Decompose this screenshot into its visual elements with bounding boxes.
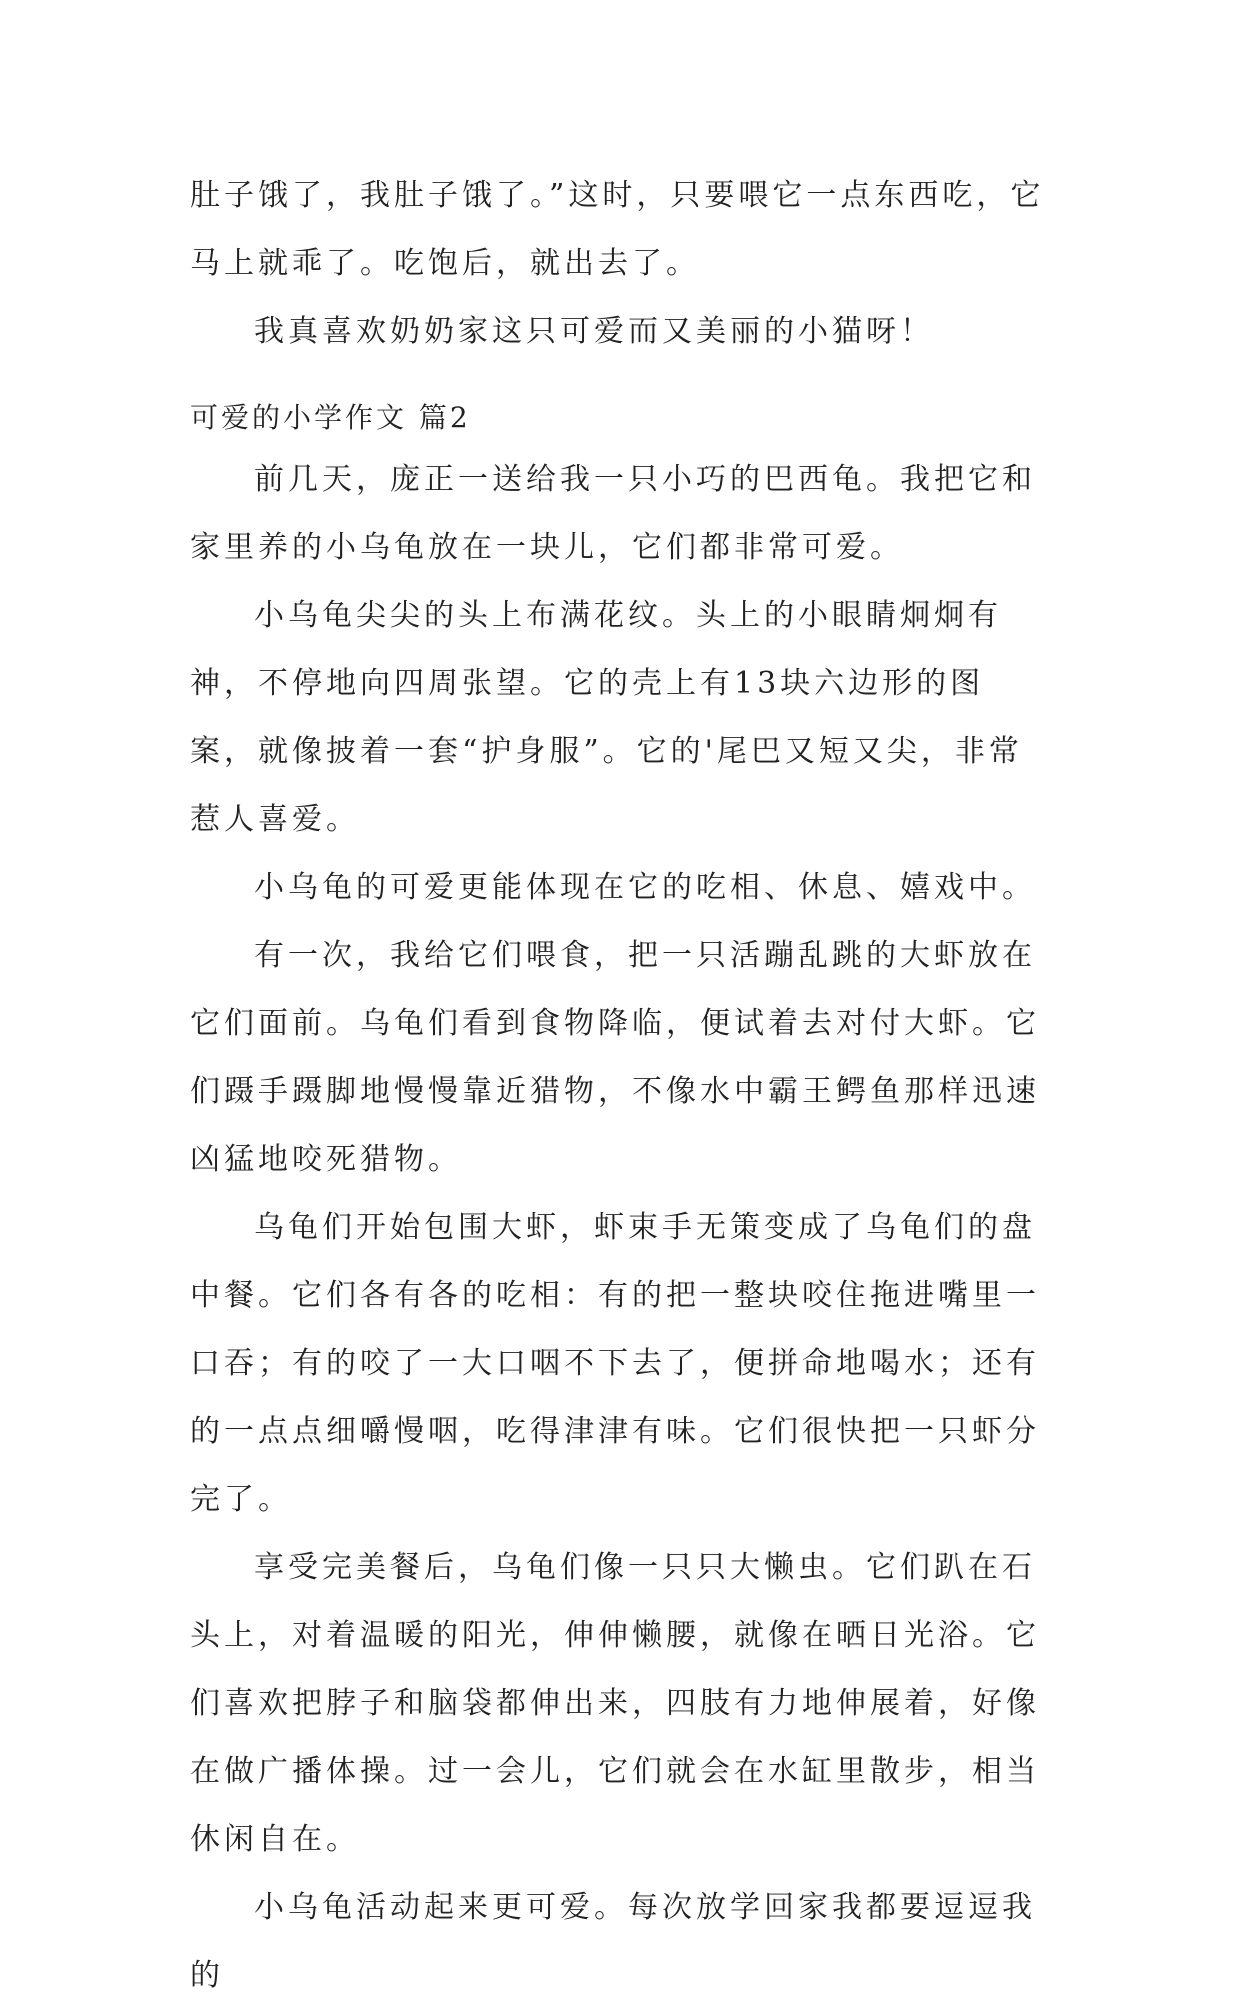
paragraph: 享受完美餐后，乌龟们像一只只大懒虫。它们趴在石头上，对着温暖的阳光，伸伸懒腰，就像在晒日光浴。它们喜欢把脖子和脑袋都伸出来，四肢有力地伸展着，好像在做广播体操。过一会儿，它们就会在水缸里散步，相当休闲自在。: [190, 1550, 1040, 1857]
paragraph: 有一次，我给它们喂食，把一只活蹦乱跳的大虾放在它们面前。乌龟们看到食物降临，便试着去对付大虾。它们蹑手蹑脚地慢慢靠近猎物，不像水中霸王鳄鱼那样迅速凶猛地咬死猎物。: [190, 938, 1040, 1177]
paragraph: 我真喜欢奶奶家这只可爱而又美丽的小猫呀！: [254, 314, 934, 349]
paragraph: 乌龟们开始包围大虾，虾束手无策变成了乌龟们的盘中餐。它们各有各的吃相：有的把一整块咬住拖进嘴里一口吞；有的咬了一大口咽不下去了，便拼命地喝水；还有的一点点细嚼慢咽，吃得津津有味。它们很快把一只虾分完了。: [190, 1210, 1040, 1517]
paragraph: 小乌龟的可爱更能体现在它的吃相、休息、嬉戏中。: [254, 870, 1036, 905]
article-body: [190, 446, 1050, 2010]
intro-text: [190, 162, 1050, 366]
section-title: 可爱的小学作文 篇2: [190, 401, 471, 434]
paragraph: 前几天，庞正一送给我一只小巧的巴西龟。我把它和家里养的小乌龟放在一块儿，它们都非常可爱。: [190, 462, 1036, 565]
paragraph: 肚子饿了，我肚子饿了。”这时，只要喂它一点东西吃，它马上就乖了。吃饱后，就出去了。: [190, 178, 1045, 281]
paragraph: 小乌龟活动起来更可爱。每次放学回家我都要逗逗我的: [190, 1890, 1036, 1993]
paragraph: 小乌龟尖尖的头上布满花纹。头上的小眼睛炯炯有神，不停地向四周张望。它的壳上有13块六边形的图案，就像披着一套“护身服”。它的'尾巴又短又尖，非常惹人喜爱。: [190, 598, 1023, 837]
